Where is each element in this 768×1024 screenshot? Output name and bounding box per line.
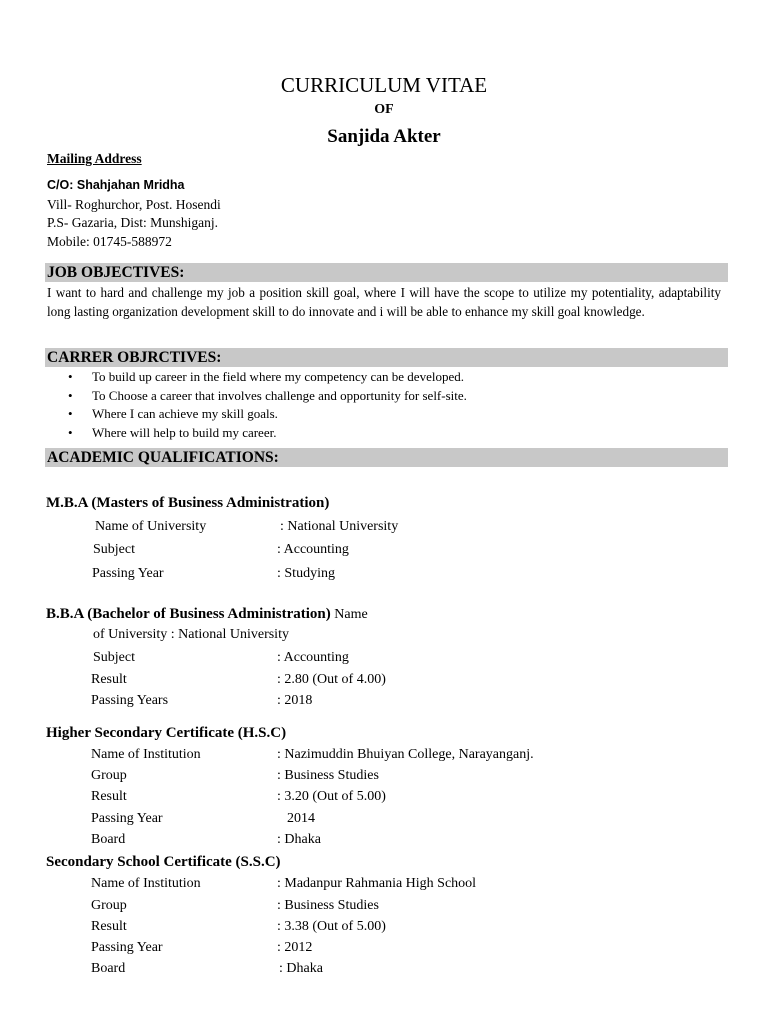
- hsc-value-group: : Business Studies: [277, 768, 379, 783]
- hsc-value-board: : Dhaka: [277, 832, 321, 847]
- mailing-address-heading: Mailing Address: [47, 151, 142, 166]
- mba-label-subject: Subject: [93, 542, 135, 557]
- job-objectives-text: I want to hard and challenge my job a position skill goal, where I will have the scope to utilize my potentiality, adaptability long lasting organization development skill to do innovate and i will be able to enhance my skill goal knowledge.: [47, 285, 721, 319]
- care-of-line: C/O: Shahjahan Mridha: [47, 178, 185, 192]
- ssc-value-group: : Business Studies: [277, 898, 379, 913]
- ssc-value-passing-year: : 2012: [277, 940, 313, 955]
- bba-value-passing-years: : 2018: [277, 693, 313, 708]
- mba-title: M.B.A (Masters of Business Administration): [46, 495, 330, 511]
- bba-value-subject: : Accounting: [277, 650, 349, 665]
- mba-label-university: Name of University: [95, 519, 207, 534]
- bullet-icon: •: [68, 424, 73, 440]
- bba-label-subject: Subject: [93, 650, 135, 665]
- hsc-label-board: Board: [91, 832, 126, 847]
- hsc-value-result: : 3.20 (Out of 5.00): [277, 789, 386, 804]
- academic-qualifications-heading: ACADEMIC QUALIFICATIONS:: [47, 449, 279, 466]
- mba-value-university: : National University: [280, 519, 399, 534]
- mba-value-passing-year: : Studying: [277, 566, 335, 581]
- bba-value-result: : 2.80 (Out of 4.00): [277, 672, 386, 687]
- mba-label-passing-year: Passing Year: [92, 566, 164, 581]
- academic-qualifications-header: [45, 448, 728, 467]
- career-objectives-list: [68, 368, 467, 442]
- list-item: • Where I can achieve my skill goals.: [68, 405, 467, 424]
- ssc-value-result: : 3.38 (Out of 5.00): [277, 919, 386, 934]
- hsc-label-group: Group: [91, 768, 127, 783]
- bullet-icon: •: [68, 406, 73, 422]
- address-district: P.S- Gazaria, Dist: Munshiganj.: [47, 215, 218, 230]
- hsc-label-result: Result: [91, 789, 127, 804]
- document-title: CURRICULUM VITAE: [280, 73, 488, 97]
- ssc-label-group: Group: [91, 898, 127, 913]
- address-village: Vill- Roghurchor, Post. Hosendi: [47, 197, 221, 212]
- bba-university-line: of University : National University: [93, 627, 289, 642]
- mobile-number: Mobile: 01745-588972: [47, 234, 172, 249]
- list-item: • To Choose a career that involves challenge and opportunity for self-site.: [68, 387, 467, 406]
- ssc-label-institution: Name of Institution: [91, 876, 201, 891]
- hsc-value-institution: : Nazimuddin Bhuiyan College, Narayanganj.: [277, 747, 534, 762]
- bba-label-result: Result: [91, 672, 127, 687]
- career-objectives-header: [45, 348, 728, 367]
- ssc-value-institution: : Madanpur Rahmania High School: [277, 876, 477, 891]
- hsc-value-passing-year: 2014: [287, 811, 315, 826]
- bullet-icon: •: [68, 387, 73, 403]
- ssc-label-result: Result: [91, 919, 127, 934]
- bba-label-passing-years: Passing Years: [91, 693, 169, 708]
- bba-title: B.B.A (Bachelor of Business Administration) Name: [46, 606, 368, 622]
- job-objectives-heading: JOB OBJECTIVES:: [47, 264, 185, 281]
- candidate-name: Sanjida Akter: [327, 126, 441, 147]
- ssc-value-board: : Dhaka: [279, 961, 323, 976]
- hsc-label-passing-year: Passing Year: [91, 811, 163, 826]
- ssc-title: Secondary School Certificate (S.S.C): [46, 854, 281, 870]
- career-objectives-heading: CARRER OBJRCTIVES:: [47, 349, 222, 366]
- list-item: • Where will help to build my career.: [68, 424, 467, 443]
- list-item: • To build up career in the field where my competency can be developed.: [68, 368, 467, 387]
- bullet-icon: •: [68, 369, 73, 384]
- hsc-title: Higher Secondary Certificate (H.S.C): [46, 725, 287, 741]
- ssc-label-board: Board: [91, 961, 126, 976]
- title-of: OF: [374, 102, 394, 117]
- ssc-label-passing-year: Passing Year: [91, 940, 163, 955]
- mba-value-subject: : Accounting: [277, 542, 349, 557]
- job-objectives-header: [45, 263, 728, 282]
- hsc-label-institution: Name of Institution: [91, 747, 201, 762]
